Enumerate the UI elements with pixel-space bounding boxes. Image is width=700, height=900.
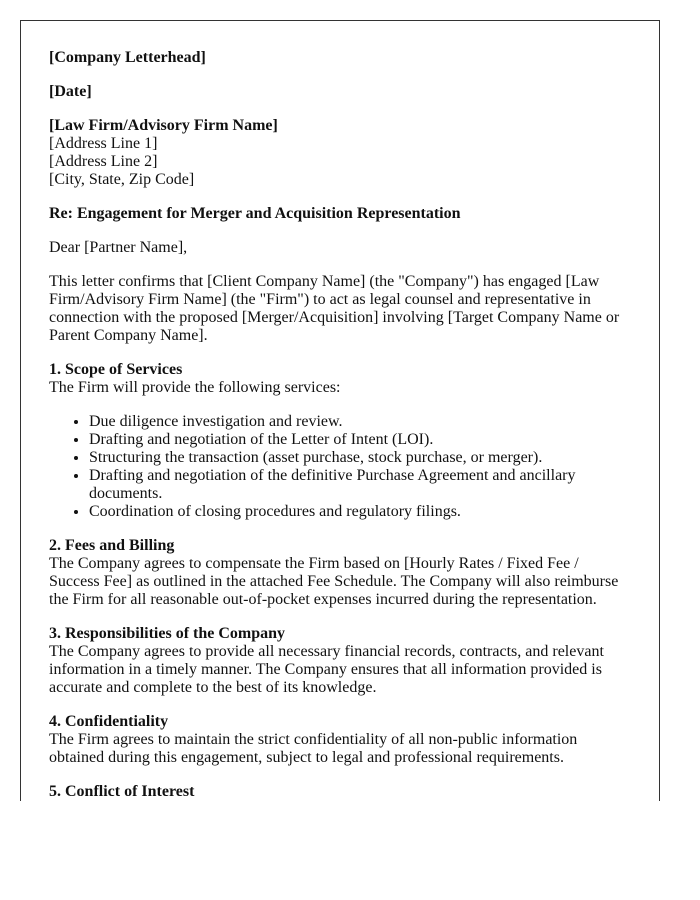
letter-date: [Date]: [49, 83, 92, 100]
section-heading: 2. Fees and Billing: [49, 537, 175, 554]
section-scope-of-services: [49, 361, 631, 521]
section-body: The Firm agrees to maintain the strict confidentiality of all non-public information obtained during this engagement, subject to legal and professional requirements.: [49, 731, 578, 766]
recipient-address-line-2: [Address Line 2]: [49, 153, 158, 170]
section-confidentiality: [49, 713, 631, 767]
section-heading: 3. Responsibilities of the Company: [49, 625, 286, 642]
list-item: • Coordination of closing procedures and regulatory filings.: [89, 503, 631, 521]
subject-line: Re: Engagement for Merger and Acquisition Representation: [49, 205, 461, 222]
salutation: Dear [Partner Name],: [49, 239, 188, 256]
section-body: The Company agrees to compensate the Firm based on [Hourly Rates / Fixed Fee / Success Fee] as outlined in the attached Fee Schedule. The Company will also reimburse the Firm for all reasonable out-of-pocket expenses incurred during the representation.: [49, 555, 619, 608]
section-heading: 1. Scope of Services: [49, 361, 183, 378]
list-item: • Drafting and negotiation of the definitive Purchase Agreement and ancillary documents.: [89, 467, 631, 503]
list-item: • Drafting and negotiation of the Letter of Intent (LOI).: [89, 431, 631, 449]
section-body: The Firm will provide the following services:: [49, 379, 341, 396]
section-heading: 5. Conflict of Interest: [49, 783, 195, 800]
opening-paragraph: This letter confirms that [Client Company Name] (the "Company") has engaged [Law Firm/Advisory Firm Name] (the "Firm") to act as legal counsel and representative in connection with the proposed [Merger/Acquisition] involving [Target Company Name or Parent Company Name].: [49, 273, 620, 344]
recipient-address-line-1: [Address Line 1]: [49, 135, 158, 152]
company-letterhead: [Company Letterhead]: [49, 49, 206, 66]
section-responsibilities: [49, 625, 631, 697]
list-item: • Structuring the transaction (asset purchase, stock purchase, or merger).: [89, 449, 631, 467]
section-fees-and-billing: [49, 537, 631, 609]
recipient-city-state-zip: [City, State, Zip Code]: [49, 171, 195, 188]
letter-page: [20, 20, 660, 801]
section-heading: 4. Confidentiality: [49, 713, 169, 730]
recipient-firm-name: [Law Firm/Advisory Firm Name]: [49, 117, 278, 134]
section-conflict-of-interest: [49, 783, 631, 801]
list-item: • Due diligence investigation and review.: [89, 413, 631, 431]
services-list: [49, 413, 631, 521]
section-body: The Company agrees to provide all necessary financial records, contracts, and relevant information in a timely manner. The Company ensures that all information provided is accurate and complete to the best of its knowledge.: [49, 643, 604, 696]
recipient-address-block: [49, 117, 631, 189]
